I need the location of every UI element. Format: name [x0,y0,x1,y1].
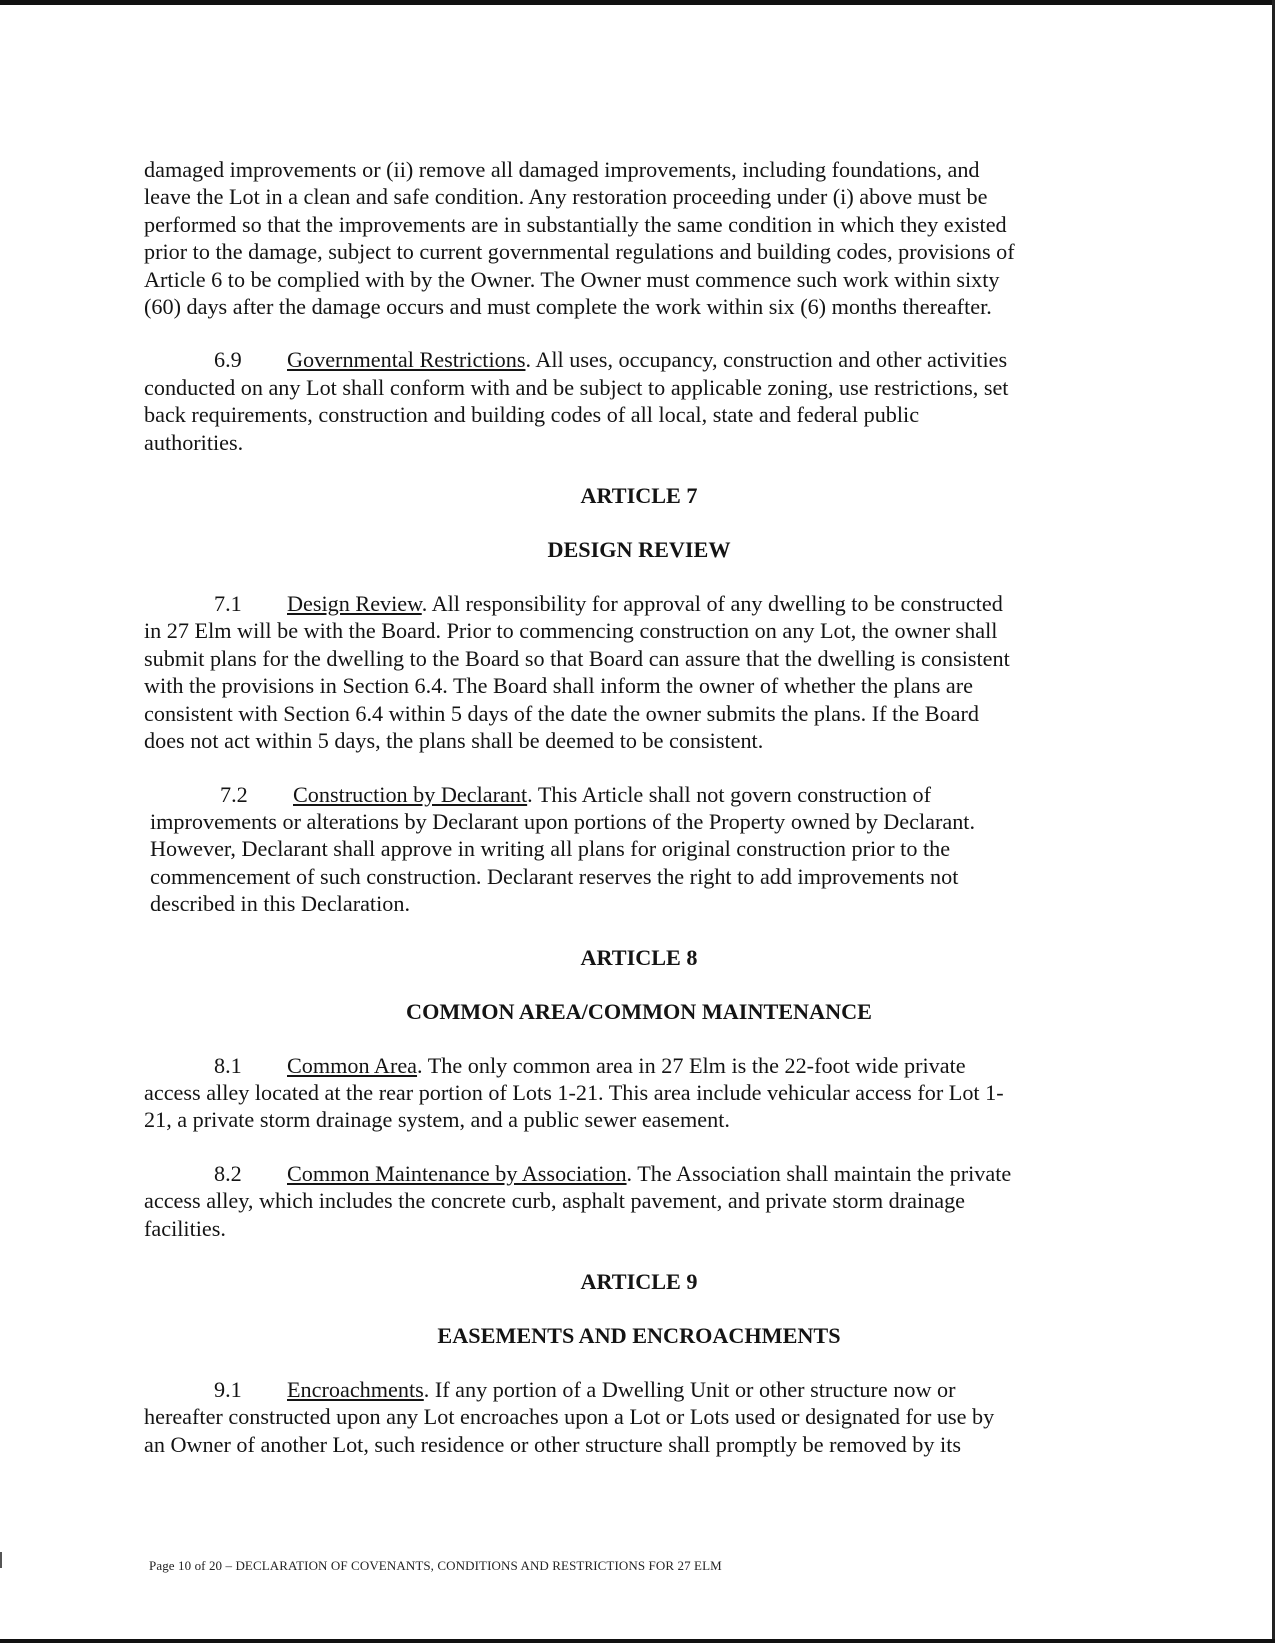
article-title: COMMON AREA/COMMON MAINTENANCE [406,998,872,1024]
section-title: Design Review [287,591,422,617]
section-title: Common Maintenance by Association [287,1160,627,1186]
section-title: Common Area [287,1052,418,1078]
paragraph-line: However, Declarant shall approve in writing all plans for original construction prior to the [150,836,951,862]
scan-mark [0,1552,2,1568]
paragraph-line: damaged improvements or (ii) remove all damaged improvements, including foundations, and [144,157,980,182]
paragraph-line: access alley, which includes the concrete curb, asphalt pavement, and private storm drainage [144,1188,966,1214]
section-number: 7.1 [214,591,242,617]
page-footer: Page 10 of 20 – DECLARATION OF COVENANTS, CONDITIONS AND RESTRICTIONS FOR 27 ELM [149,1558,722,1573]
paragraph-line: commencement of such construction. Declarant reserves the right to add improvements not [150,863,959,889]
section-number: 6.9 [214,347,242,373]
section-text: . If any portion of a Dwelling Unit or other structure now or [423,1376,956,1402]
section-first-line [144,346,1134,373]
paragraph-line: facilities. [144,1215,226,1241]
paragraph-line: 21, a private storm drainage system, and a public sewer easement. [144,1107,730,1133]
paragraph-line: submit plans for the dwelling to the Board so that Board can assure that the dwelling is consistent [144,645,1010,671]
section-6-9 [144,346,1134,456]
article-title: DESIGN REVIEW [547,537,731,563]
paragraph-line: does not act within 5 days, the plans shall be deemed to be consistent. [144,728,764,754]
paragraph-line: access alley located at the rear portion of Lots 1-21. This area include vehicular access for Lot 1- [144,1079,1004,1105]
section-first-line [150,781,1134,808]
scan-border-bottom [0,1639,1275,1643]
paragraph-line: back requirements, construction and building codes of all local, state and federal public [144,402,920,428]
section-first-line [144,1052,1134,1079]
section-text: . The Association shall maintain the private [626,1160,1012,1186]
paragraph-line: authorities. [144,429,244,455]
article-heading: ARTICLE 9 [580,1268,698,1294]
section-text: . All responsibility for approval of any dwelling to be constructed [421,591,1003,617]
section-number: 9.1 [214,1376,242,1402]
section-title: Construction by Declarant [293,781,528,807]
paragraph-line: improvements or alterations by Declarant upon portions of the Property owned by Declarant. [150,808,976,834]
section-first-line [144,1160,1134,1187]
section-first-line [144,1376,1134,1403]
section-number: 7.2 [220,781,248,807]
paragraph-line: leave the Lot in a clean and safe condition. Any restoration proceeding under (i) above must be [144,184,988,210]
paragraph-line: (60) days after the damage occurs and must complete the work within six (6) months thereafter. [144,294,992,320]
article-heading: ARTICLE 8 [580,944,698,970]
section-8-1 [144,1052,1134,1134]
article-title: EASEMENTS AND ENCROACHMENTS [437,1322,841,1348]
scan-border-top [0,0,1275,5]
section-9-1 [144,1376,1134,1458]
section-text: . All uses, occupancy, construction and other activities [525,347,1008,373]
paragraph-line: in 27 Elm will be with the Board. Prior to commencing construction on any Lot, the owner shall [144,618,998,644]
section-text: . This Article shall not govern construction of [527,781,931,807]
paragraph-line: hereafter constructed upon any Lot encroaches upon a Lot or Lots used or designated for use by [144,1404,995,1430]
section-first-line [144,590,1134,617]
section-title: Encroachments [287,1376,424,1402]
paragraph-line: described in this Declaration. [150,891,410,917]
paragraph-line: prior to the damage, subject to current governmental regulations and building codes, provisions of [144,239,1015,265]
paragraph-line: consistent with Section 6.4 within 5 days of the date the owner submits the plans. If the Board [144,700,979,726]
document-page [144,156,1134,1458]
section-8-2 [144,1160,1134,1242]
paragraph-line: with the provisions in Section 6.4. The Board shall inform the owner of whether the plans are [144,673,973,699]
paragraph-line: an Owner of another Lot, such residence or other structure shall promptly be removed by its [144,1431,961,1457]
section-number: 8.1 [214,1052,242,1078]
section-7-1 [144,590,1134,754]
section-number: 8.2 [214,1160,242,1186]
section-title: Governmental Restrictions [287,347,526,373]
paragraph-line: performed so that the improvements are in substantially the same condition in which they existed [144,211,1007,237]
article-heading: ARTICLE 7 [580,483,698,509]
paragraph-line: Article 6 to be complied with by the Owner. The Owner must commence such work within sixty [144,266,1000,292]
section-7-2 [144,781,1134,918]
section-text: . The only common area in 27 Elm is the 22-foot wide private [417,1052,966,1078]
paragraph-line: conducted on any Lot shall conform with and be subject to applicable zoning, use restrictions, set [144,374,1009,400]
continuation-paragraph [144,156,1134,320]
